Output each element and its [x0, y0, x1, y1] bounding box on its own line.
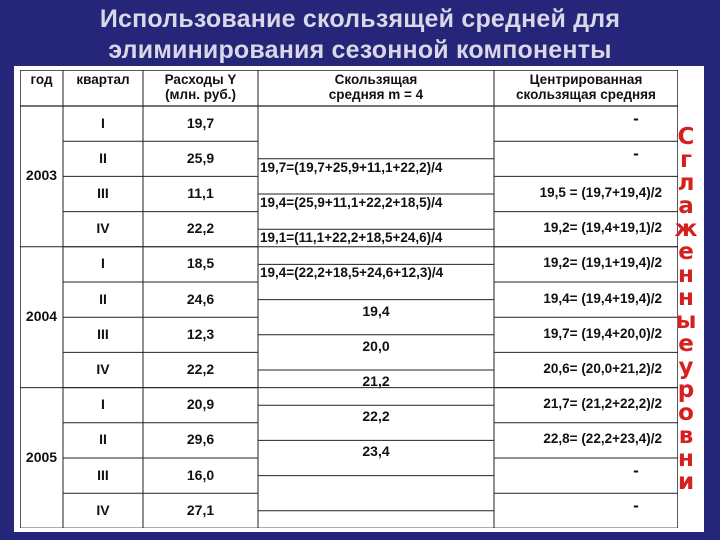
side-letter: ж — [674, 216, 698, 242]
quarter-cell: IV — [96, 501, 110, 518]
moving-average-cell: 19,7=(19,7+25,9+11,1+22,2)/4 — [260, 159, 443, 175]
side-letter: С — [677, 124, 695, 150]
centered-average-cell: 19,4= (19,4+19,4)/2 — [543, 290, 662, 306]
expenses-cell: 25,9 — [186, 149, 215, 166]
side-letter: е — [678, 239, 694, 265]
header-centered-average: Центрированная скользящая средняя — [516, 72, 656, 102]
expenses-cell: 27,1 — [186, 501, 215, 518]
centered-average-cell: 19,2= (19,4+19,1)/2 — [543, 220, 662, 236]
centered-average-cell: - — [633, 108, 639, 128]
quarter-cell: II — [99, 149, 107, 166]
title-line-2: элиминирования сезонной компоненты — [108, 36, 612, 64]
expenses-cell: 12,3 — [186, 325, 215, 342]
quarter-cell: II — [99, 431, 107, 448]
expenses-cell: 18,5 — [186, 255, 215, 272]
moving-average-table — [20, 70, 678, 528]
quarter-cell: IV — [96, 220, 110, 237]
quarter-cell: III — [97, 185, 109, 201]
centered-average-cell: 21,7= (21,2+22,2)/2 — [543, 396, 662, 412]
centered-average-cell: - — [633, 143, 639, 163]
quarter-cell: I — [101, 114, 105, 131]
quarter-cell: I — [101, 255, 105, 272]
quarter-cell: III — [97, 466, 109, 483]
side-letter: р — [677, 377, 695, 403]
centered-average-cell: - — [633, 460, 639, 480]
side-letter: а — [678, 193, 694, 219]
side-letter: г — [679, 147, 693, 173]
side-letter: н — [678, 262, 694, 288]
expenses-cell: 16,0 — [186, 466, 215, 483]
header-moving-average: Скользящая средняя m = 4 — [328, 72, 424, 102]
moving-average-cell: 19,4=(25,9+11,1+22,2+18,5)/4 — [260, 195, 443, 210]
centered-average-cell: 19,7= (19,4+20,0)/2 — [543, 325, 662, 341]
side-letter: е — [678, 331, 694, 357]
centered-average-cell: 19,5 = (19,7+19,4)/2 — [539, 185, 662, 200]
centered-average-cell: 19,2= (19,1+19,4)/2 — [543, 255, 662, 271]
expenses-cell: 20,9 — [186, 396, 215, 413]
side-letter: в — [678, 423, 694, 449]
side-letter: о — [678, 400, 694, 426]
expenses-cell: 29,6 — [186, 431, 215, 448]
moving-average-cell: 20,0 — [362, 337, 390, 354]
moving-average-cell: 19,4 — [362, 302, 390, 319]
moving-average-cell: 19,4=(22,2+18,5+24,6+12,3)/4 — [260, 265, 444, 281]
header-expenses: Расходы Y (млн. руб.) — [164, 72, 237, 102]
expenses-cell: 22,2 — [186, 220, 215, 237]
moving-average-cell: 22,2 — [362, 408, 390, 425]
year-label: 2005 — [25, 449, 58, 465]
quarter-cell: I — [101, 396, 105, 413]
moving-average-cell: 23,4 — [362, 443, 390, 460]
side-letter: у — [678, 354, 694, 380]
side-letter: и — [677, 469, 695, 495]
centered-average-cell: - — [633, 495, 639, 515]
side-letter: н — [678, 285, 694, 311]
moving-average-cell: 21,2 — [362, 373, 390, 389]
year-label: 2004 — [25, 308, 58, 325]
side-letter: ы — [675, 308, 697, 334]
moving-average-cell: 19,1=(11,1+22,2+18,5+24,6)/4 — [260, 230, 443, 246]
quarter-cell: IV — [96, 361, 110, 377]
header-quarter: квартал — [76, 72, 130, 87]
expenses-cell: 19,7 — [186, 114, 215, 131]
title-line-1: Использование скользящей средней для — [99, 5, 621, 33]
expenses-cell: 22,2 — [186, 361, 215, 377]
expenses-cell: 11,1 — [187, 185, 214, 201]
centered-average-cell: 20,6= (20,0+21,2)/2 — [543, 361, 662, 376]
expenses-cell: 24,6 — [186, 290, 215, 307]
quarter-cell: III — [97, 325, 109, 342]
header-year: год — [30, 72, 53, 87]
side-letter: л — [677, 170, 695, 196]
side-vertical-text — [674, 126, 698, 494]
centered-average-cell: 22,8= (22,2+23,4)/2 — [543, 431, 662, 447]
slide-title — [0, 4, 720, 66]
quarter-cell: II — [99, 290, 107, 307]
side-letter: н — [678, 446, 694, 472]
year-label: 2003 — [25, 167, 58, 184]
